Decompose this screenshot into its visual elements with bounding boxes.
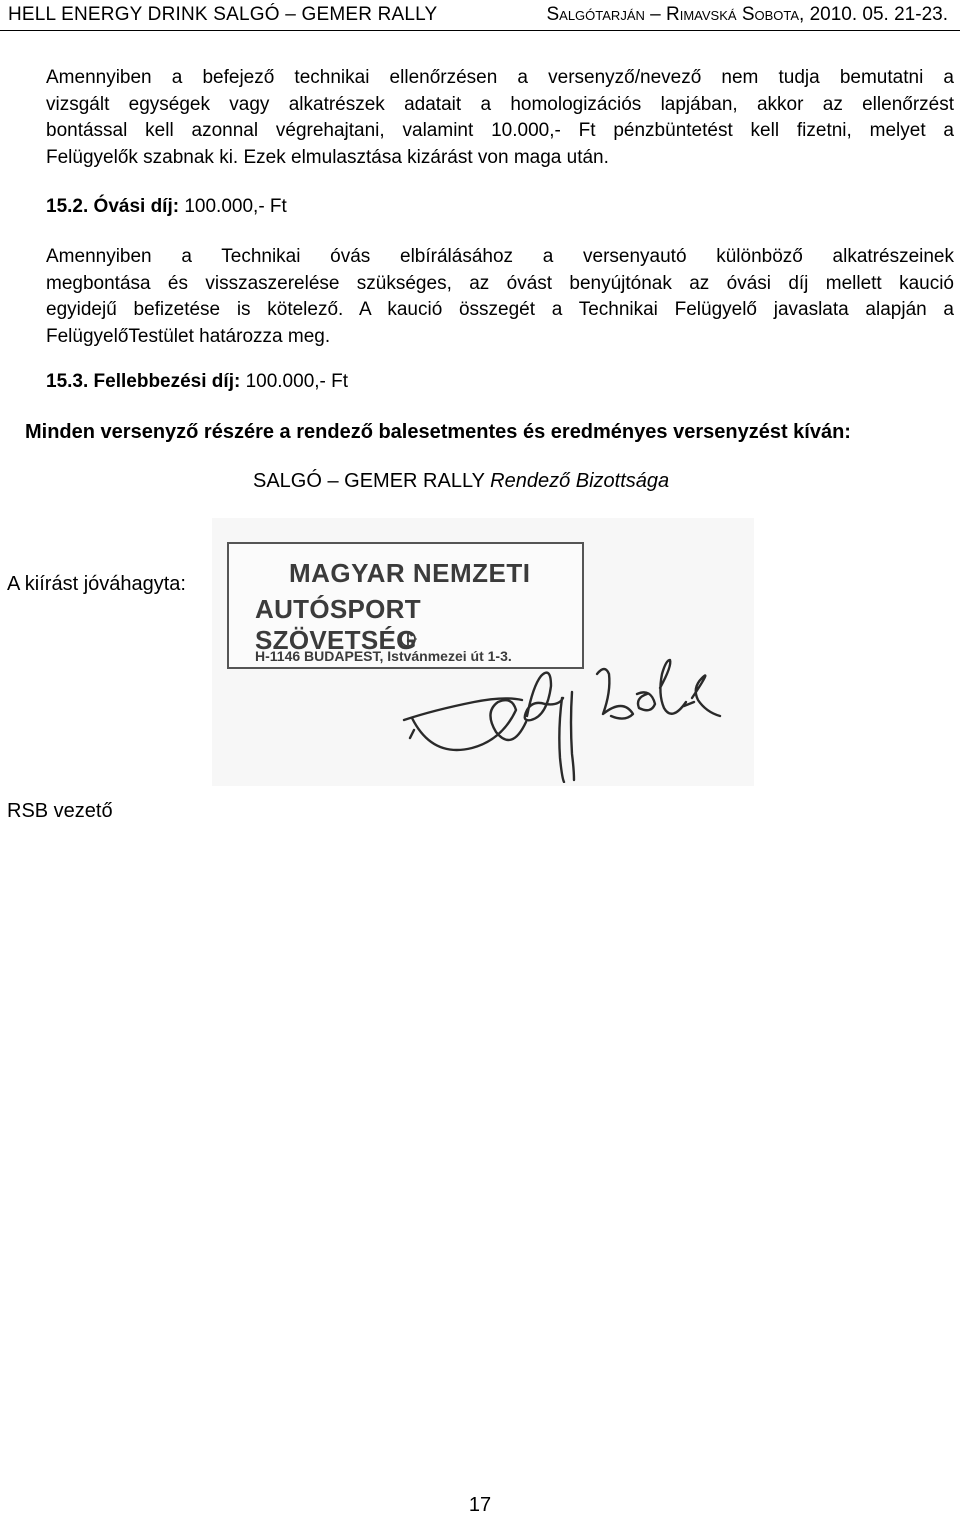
committee-name: SALGÓ – GEMER RALLY — [253, 470, 485, 492]
stamp-line-1: MAGYAR NEMZETI — [289, 558, 531, 588]
handwritten-signature — [392, 658, 752, 783]
event-place-date: Salgótarján – Rimavská Sobota, 2010. 05. 21-23. — [546, 4, 948, 25]
protest-fee-label: 15.2. Óvási díj: — [46, 196, 180, 217]
text-line: Amennyiben a Technikai óvás elbírálásához a versenyautó különböző alkatrészeinek — [46, 246, 954, 267]
text-line: megbontása és visszaszerelése szükséges, az óvást benyújtónak az óvási díj mellett kaució — [46, 272, 954, 294]
protest-fee-amount: 100.000,- Ft — [184, 196, 287, 217]
paragraph-technical-protest — [46, 244, 954, 350]
appeal-fee-amount: 100.000,- Ft — [245, 371, 349, 392]
text-line: Amennyiben a befejező technikai ellenőrzésen a versenyző/nevező nem tudja bemutatni a — [46, 67, 954, 88]
event-title: HELL ENERGY DRINK SALGÓ – GEMER RALLY — [8, 4, 438, 25]
text-line: FelügyelőTestület határozza meg. — [46, 325, 331, 347]
appeal-fee-label: 15.3. Fellebbezési díj: — [46, 371, 241, 392]
stamp-line-2: AUTÓSPORT SZÖVETSÉG — [255, 594, 421, 655]
text-line: bontással kell azonnal végrehajtani, valamint 10.000,- Ft pénzbüntetést kell fizetni, melyet a — [46, 120, 954, 141]
closing-wish: Minden versenyző részére a rendező balesetmentes és eredményes versenyzést kíván: — [25, 421, 851, 443]
stamp-address: H-1146 BUDAPEST, Istvánmezei út 1-3. — [255, 648, 512, 664]
section-heading-protest-fee — [46, 196, 287, 218]
text-line: egyidejű befizetése is kötelező. A kaució összegét a Technikai Felügyelő javaslata alapján a — [46, 299, 954, 320]
text-line: Felügyelők szabnak ki. Ezek elmulasztása kizárást von maga után. — [46, 146, 609, 168]
stamp-and-signature — [212, 518, 754, 786]
text-line: vizsgált egységek vagy alkatrészek adatait a homologizációs lapjában, akkor az ellenőrzést — [46, 93, 954, 115]
section-heading-appeal-fee — [46, 371, 348, 393]
page-header — [0, 0, 960, 31]
paragraph-final-inspection — [46, 65, 954, 171]
approval-label: A kiírást jóváhagyta: — [7, 573, 186, 595]
federation-stamp — [227, 542, 584, 669]
page-number: 17 — [468, 1494, 492, 1516]
committee-role: Rendező Bizottsága — [490, 470, 670, 492]
organizing-committee — [253, 470, 669, 493]
signer-title: RSB vezető — [7, 800, 113, 822]
